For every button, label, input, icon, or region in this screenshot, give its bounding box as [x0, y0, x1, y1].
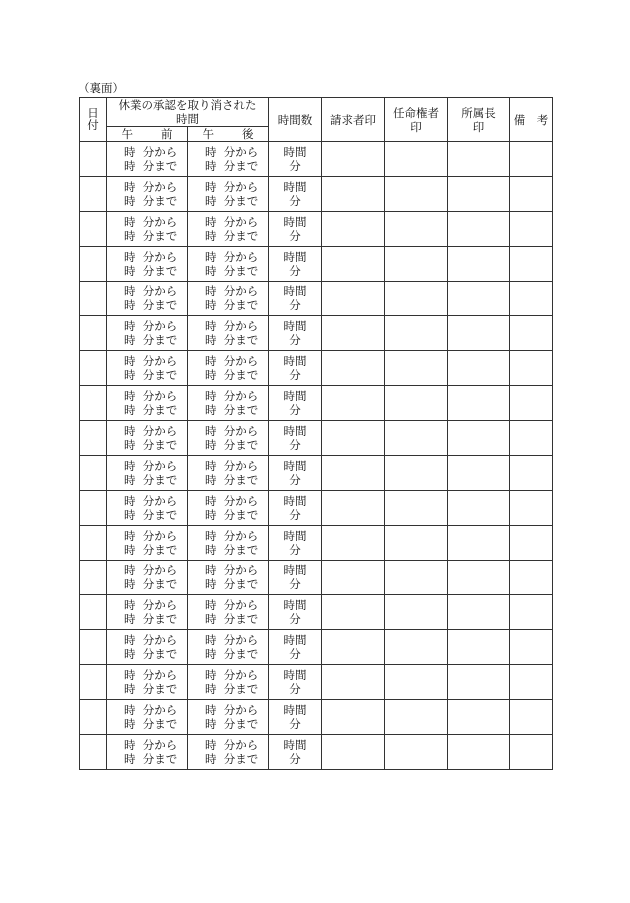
table-row [80, 211, 553, 246]
am-time-range-cell[interactable]: 時 分から 時 分まで [107, 246, 188, 281]
department-head-seal-cell[interactable] [448, 142, 510, 177]
table-row [80, 176, 553, 211]
remarks-cell[interactable] [510, 665, 553, 700]
requester-seal-cell[interactable] [322, 490, 385, 525]
appointer-seal-cell[interactable] [385, 351, 448, 386]
pm-time-range-cell[interactable]: 時 分から 時 分まで [188, 351, 269, 386]
am-time-range-cell[interactable]: 時 分から 時 分まで [107, 386, 188, 421]
date-cell[interactable] [80, 490, 107, 525]
hours-cell[interactable]: 時間 分 [269, 386, 322, 421]
appointer-seal-cell[interactable] [385, 246, 448, 281]
department-head-seal-cell[interactable] [448, 525, 510, 560]
remarks-cell[interactable] [510, 211, 553, 246]
am-time-range-cell[interactable]: 時 分から 時 分まで [107, 525, 188, 560]
appointer-seal-cell[interactable] [385, 176, 448, 211]
table-row [80, 351, 553, 386]
pm-time-range-cell[interactable]: 時 分から 時 分まで [188, 316, 269, 351]
date-cell[interactable] [80, 316, 107, 351]
remarks-cell[interactable] [510, 316, 553, 351]
am-time-range-cell[interactable]: 時 分から 時 分まで [107, 211, 188, 246]
am-time-range-cell[interactable]: 時 分から 時 分まで [107, 665, 188, 700]
hours-cell[interactable]: 時間 分 [269, 455, 322, 490]
requester-seal-cell[interactable] [322, 316, 385, 351]
pm-time-range-cell[interactable]: 時 分から 時 分まで [188, 595, 269, 630]
appointer-seal-cell[interactable] [385, 211, 448, 246]
am-time-range-cell[interactable]: 時 分から 時 分まで [107, 176, 188, 211]
department-head-seal-header: 所属長 印 [448, 98, 510, 142]
pm-time-range-cell[interactable]: 時 分から 時 分まで [188, 665, 269, 700]
date-cell[interactable] [80, 560, 107, 595]
date-cell[interactable] [80, 455, 107, 490]
appointer-seal-cell[interactable] [385, 595, 448, 630]
cancelled-time-header: 休業の承認を取り消された 時間 [107, 98, 269, 127]
remarks-cell[interactable] [510, 700, 553, 735]
pm-time-range-cell[interactable]: 時 分から 時 分まで [188, 734, 269, 769]
remarks-cell[interactable] [510, 176, 553, 211]
cancelled-leave-hours-table [79, 97, 553, 770]
requester-seal-cell[interactable] [322, 525, 385, 560]
date-cell[interactable] [80, 421, 107, 456]
hours-column-header: 時間数 [269, 98, 322, 142]
department-head-seal-cell[interactable] [448, 351, 510, 386]
hours-cell[interactable]: 時間 分 [269, 211, 322, 246]
remarks-cell[interactable] [510, 386, 553, 421]
appointer-seal-cell[interactable] [385, 281, 448, 316]
date-cell[interactable] [80, 246, 107, 281]
am-time-range-cell[interactable]: 時 分から 時 分まで [107, 490, 188, 525]
table-row [80, 490, 553, 525]
appointer-seal-cell[interactable] [385, 734, 448, 769]
department-head-seal-cell[interactable] [448, 560, 510, 595]
appointer-seal-cell[interactable] [385, 525, 448, 560]
table-row [80, 734, 553, 769]
department-head-seal-cell[interactable] [448, 595, 510, 630]
pm-time-range-cell[interactable]: 時 分から 時 分まで [188, 142, 269, 177]
requester-seal-cell[interactable] [322, 455, 385, 490]
am-time-range-cell[interactable]: 時 分から 時 分まで [107, 281, 188, 316]
requester-seal-header: 請求者印 [322, 98, 385, 142]
requester-seal-cell[interactable] [322, 665, 385, 700]
date-cell[interactable] [80, 142, 107, 177]
requester-seal-cell[interactable] [322, 700, 385, 735]
date-cell[interactable] [80, 734, 107, 769]
department-head-seal-cell[interactable] [448, 316, 510, 351]
department-head-seal-cell[interactable] [448, 211, 510, 246]
pm-time-range-cell[interactable]: 時 分から 時 分まで [188, 281, 269, 316]
remarks-cell[interactable] [510, 560, 553, 595]
appointer-seal-cell[interactable] [385, 386, 448, 421]
hours-cell[interactable]: 時間 分 [269, 595, 322, 630]
hours-cell[interactable]: 時間 分 [269, 490, 322, 525]
hours-cell[interactable]: 時間 分 [269, 421, 322, 456]
requester-seal-cell[interactable] [322, 386, 385, 421]
pm-time-range-cell[interactable]: 時 分から 時 分まで [188, 455, 269, 490]
date-cell[interactable] [80, 176, 107, 211]
am-time-range-cell[interactable]: 時 分から 時 分まで [107, 734, 188, 769]
hours-cell[interactable]: 時間 分 [269, 176, 322, 211]
am-subheader: 午 前 [107, 127, 188, 142]
date-cell[interactable] [80, 351, 107, 386]
remarks-cell[interactable] [510, 281, 553, 316]
hours-cell[interactable]: 時間 分 [269, 281, 322, 316]
date-column-header: 日 付 [80, 98, 107, 142]
remarks-cell[interactable] [510, 351, 553, 386]
remarks-cell[interactable] [510, 455, 553, 490]
appointer-seal-cell[interactable] [385, 700, 448, 735]
department-head-seal-cell[interactable] [448, 700, 510, 735]
remarks-cell[interactable] [510, 490, 553, 525]
hours-cell[interactable]: 時間 分 [269, 525, 322, 560]
department-head-seal-cell[interactable] [448, 421, 510, 456]
date-cell[interactable] [80, 595, 107, 630]
requester-seal-cell[interactable] [322, 176, 385, 211]
remarks-column-header: 備 考 [510, 98, 553, 142]
am-time-range-cell[interactable]: 時 分から 時 分まで [107, 421, 188, 456]
requester-seal-cell[interactable] [322, 142, 385, 177]
pm-time-range-cell[interactable]: 時 分から 時 分まで [188, 560, 269, 595]
date-cell[interactable] [80, 281, 107, 316]
date-cell[interactable] [80, 211, 107, 246]
pm-time-range-cell[interactable]: 時 分から 時 分まで [188, 490, 269, 525]
requester-seal-cell[interactable] [322, 734, 385, 769]
pm-time-range-cell[interactable]: 時 分から 時 分まで [188, 386, 269, 421]
remarks-cell[interactable] [510, 421, 553, 456]
am-time-range-cell[interactable]: 時 分から 時 分まで [107, 142, 188, 177]
appointer-seal-cell[interactable] [385, 142, 448, 177]
date-cell[interactable] [80, 386, 107, 421]
pm-time-range-cell[interactable]: 時 分から 時 分まで [188, 421, 269, 456]
department-head-seal-cell[interactable] [448, 665, 510, 700]
table-row [80, 630, 553, 665]
table-row [80, 246, 553, 281]
remarks-cell[interactable] [510, 630, 553, 665]
pm-time-range-cell[interactable]: 時 分から 時 分まで [188, 700, 269, 735]
hours-cell[interactable]: 時間 分 [269, 316, 322, 351]
table-row [80, 316, 553, 351]
requester-seal-cell[interactable] [322, 211, 385, 246]
table-row [80, 142, 553, 177]
department-head-seal-cell[interactable] [448, 386, 510, 421]
appointer-seal-cell[interactable] [385, 560, 448, 595]
appointer-seal-cell[interactable] [385, 421, 448, 456]
remarks-cell[interactable] [510, 142, 553, 177]
hours-cell[interactable]: 時間 分 [269, 246, 322, 281]
hours-cell[interactable]: 時間 分 [269, 560, 322, 595]
appointer-seal-cell[interactable] [385, 630, 448, 665]
date-cell[interactable] [80, 630, 107, 665]
remarks-cell[interactable] [510, 734, 553, 769]
requester-seal-cell[interactable] [322, 630, 385, 665]
hours-cell[interactable]: 時間 分 [269, 142, 322, 177]
table-row [80, 421, 553, 456]
am-time-range-cell[interactable]: 時 分から 時 分まで [107, 595, 188, 630]
pm-time-range-cell[interactable]: 時 分から 時 分まで [188, 176, 269, 211]
date-cell[interactable] [80, 700, 107, 735]
table-row [80, 560, 553, 595]
pm-time-range-cell[interactable]: 時 分から 時 分まで [188, 525, 269, 560]
table-row [80, 455, 553, 490]
hours-cell[interactable]: 時間 分 [269, 630, 322, 665]
hours-cell[interactable]: 時間 分 [269, 665, 322, 700]
requester-seal-cell[interactable] [322, 246, 385, 281]
department-head-seal-cell[interactable] [448, 455, 510, 490]
am-time-range-cell[interactable]: 時 分から 時 分まで [107, 455, 188, 490]
department-head-seal-cell[interactable] [448, 246, 510, 281]
date-cell[interactable] [80, 525, 107, 560]
am-time-range-cell[interactable]: 時 分から 時 分まで [107, 351, 188, 386]
table-row [80, 700, 553, 735]
appointer-seal-cell[interactable] [385, 490, 448, 525]
requester-seal-cell[interactable] [322, 560, 385, 595]
am-time-range-cell[interactable]: 時 分から 時 分まで [107, 316, 188, 351]
remarks-cell[interactable] [510, 525, 553, 560]
department-head-seal-cell[interactable] [448, 176, 510, 211]
appointer-seal-cell[interactable] [385, 316, 448, 351]
pm-time-range-cell[interactable]: 時 分から 時 分まで [188, 246, 269, 281]
pm-time-range-cell[interactable]: 時 分から 時 分まで [188, 630, 269, 665]
hours-cell[interactable]: 時間 分 [269, 351, 322, 386]
pm-subheader: 午 後 [188, 127, 269, 142]
date-cell[interactable] [80, 665, 107, 700]
department-head-seal-cell[interactable] [448, 630, 510, 665]
am-time-range-cell[interactable]: 時 分から 時 分まで [107, 630, 188, 665]
table-row [80, 281, 553, 316]
table-row [80, 525, 553, 560]
requester-seal-cell[interactable] [322, 595, 385, 630]
remarks-cell[interactable] [510, 595, 553, 630]
department-head-seal-cell[interactable] [448, 490, 510, 525]
requester-seal-cell[interactable] [322, 281, 385, 316]
department-head-seal-cell[interactable] [448, 734, 510, 769]
am-time-range-cell[interactable]: 時 分から 時 分まで [107, 700, 188, 735]
am-time-range-cell[interactable]: 時 分から 時 分まで [107, 560, 188, 595]
pm-time-range-cell[interactable]: 時 分から 時 分まで [188, 211, 269, 246]
table-row [80, 386, 553, 421]
appointer-seal-cell[interactable] [385, 455, 448, 490]
hours-cell[interactable]: 時間 分 [269, 700, 322, 735]
hours-cell[interactable]: 時間 分 [269, 734, 322, 769]
requester-seal-cell[interactable] [322, 421, 385, 456]
table-row [80, 595, 553, 630]
appointer-seal-cell[interactable] [385, 665, 448, 700]
department-head-seal-cell[interactable] [448, 281, 510, 316]
page-side-label: （裏面） [78, 81, 124, 95]
requester-seal-cell[interactable] [322, 351, 385, 386]
remarks-cell[interactable] [510, 246, 553, 281]
appointer-seal-header: 任命権者 印 [385, 98, 448, 142]
table-row [80, 665, 553, 700]
